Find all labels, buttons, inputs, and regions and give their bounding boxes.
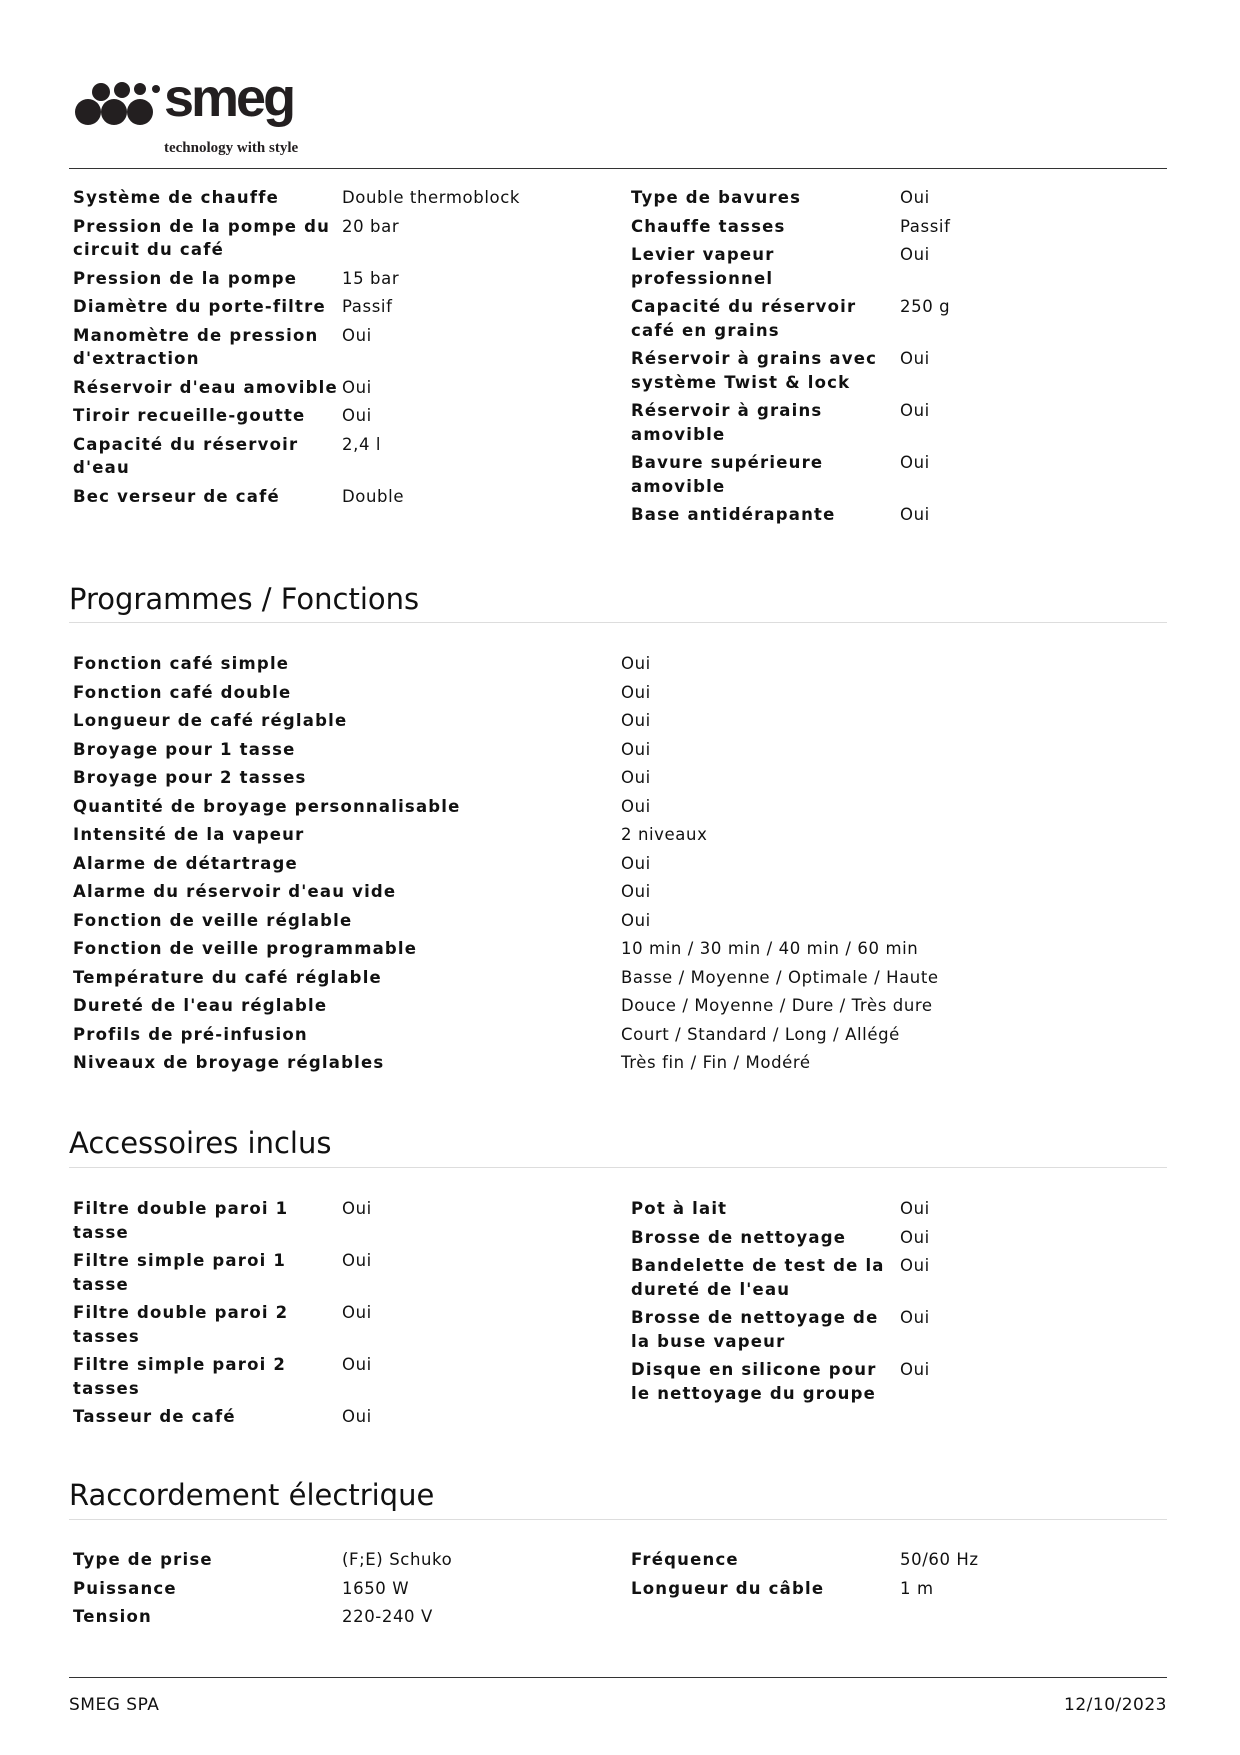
spec-value: Oui [900,245,930,264]
spec-row [69,1605,452,1634]
spec-row [627,503,951,532]
spec-value: Basse / Moyenne / Optimale / Haute [621,967,939,987]
spec-label: Quantité de broyage personnalisable [73,796,461,816]
spec-label: Filtre double paroi 2 tasses [73,1303,289,1346]
spec-label: Chauffe tasses [631,216,786,236]
spec-label: Alarme de détartrage [73,853,298,873]
spec-row [69,433,520,485]
spec-label: Dureté de l'eau réglable [73,996,328,1015]
spec-row [69,880,939,909]
spec-label: Type de prise [73,1550,213,1569]
smeg-logo [74,72,384,164]
spec-row [69,485,520,514]
spec-value: Double [342,486,405,506]
spec-label: Filtre simple paroi 2 tasses [73,1355,287,1398]
spec-label: Profils de pré-infusion [73,1024,308,1044]
spec-row [69,376,520,405]
spec-row [69,1405,372,1434]
spec-label: Fonction de veille programmable [73,939,418,958]
spec-row [69,795,939,824]
spec-row [69,1023,939,1052]
spec-row [627,347,951,399]
spec-value: Double thermoblock [342,188,521,207]
spec-row [627,295,951,347]
section-title-accessoires: Accessoires inclus [69,1126,332,1160]
spec-value: Oui [621,882,651,901]
spec-row [69,215,520,267]
spec-row [69,1051,939,1080]
spec-value: Oui [342,1251,372,1270]
spec-row [627,451,951,503]
spec-row [627,186,951,215]
spec-label: Fonction de veille réglable [73,910,353,930]
spec-value: Oui [900,1199,930,1218]
spec-row [69,1197,372,1249]
spec-label: Système de chauffe [73,188,279,207]
spec-row [627,1577,979,1606]
spec-label: Bec verseur de café [73,486,280,506]
spec-value: Oui [621,654,651,673]
spec-value: Oui [900,1308,930,1327]
spec-value: (F;E) Schuko [342,1550,453,1569]
section-divider [69,1167,1167,1168]
spec-label: Longueur du câble [631,1578,825,1598]
section-title-electrique: Raccordement électrique [69,1478,435,1512]
spec-value: 220-240 V [342,1607,433,1626]
spec-row [627,215,951,244]
spec-value: Oui [621,739,651,759]
specs-right [627,186,951,532]
spec-value: 1 m [900,1578,934,1598]
spec-label: Capacité du réservoir d'eau [73,434,299,477]
spec-value: Oui [900,1256,930,1275]
spec-value: 15 bar [342,268,400,288]
spec-label: Tasseur de café [73,1407,236,1426]
spec-label: Filtre double paroi 1 tasse [73,1199,289,1242]
accessoires-left [69,1197,372,1434]
spec-row [69,709,939,738]
accessoires-right [627,1197,930,1410]
spec-label: Puissance [73,1578,177,1598]
spec-row [69,1353,372,1405]
section-title-programmes: Programmes / Fonctions [69,582,420,616]
spec-row [69,852,939,881]
spec-row [627,1548,979,1577]
spec-value: Passif [900,216,951,236]
spec-label: Levier vapeur professionnel [631,245,775,288]
programmes-table [69,652,939,1080]
header-divider [69,168,1167,169]
spec-value: Oui [900,188,930,207]
spec-label: Type de bavures [631,188,802,207]
spec-row [627,1306,930,1358]
spec-label: Longueur de café réglable [73,711,348,730]
spec-label: Bavure supérieure amovible [631,453,824,496]
spec-value: Court / Standard / Long / Allégé [621,1024,900,1044]
footer-company: SMEG SPA [69,1695,160,1715]
spec-value: 20 bar [342,216,400,236]
spec-row [69,1301,372,1353]
spec-label: Niveaux de broyage réglables [73,1053,385,1072]
spec-value: Oui [621,768,651,787]
spec-label: Tiroir recueille-goutte [73,406,306,425]
spec-value: Oui [621,682,651,702]
spec-label: Disque en silicone pour le nettoyage du groupe [631,1360,877,1403]
spec-label: Bandelette de test de la dureté de l'eau [631,1256,885,1299]
spec-row [69,823,939,852]
spec-value: Oui [621,910,651,930]
spec-value: Oui [900,1360,930,1379]
spec-value: Oui [900,401,930,420]
footer-date: 12/10/2023 [1064,1695,1167,1715]
spec-row [69,966,939,995]
spec-value: Oui [621,796,651,816]
spec-label: Brosse de nettoyage de la buse vapeur [631,1308,879,1351]
spec-label: Fonction café simple [73,654,290,673]
spec-row [69,937,939,966]
section-divider [69,622,1167,623]
spec-value: Oui [342,1303,372,1322]
spec-label: Pression de la pompe du circuit du café [73,216,331,259]
spec-label: Réservoir à grains avec système Twist & lock [631,349,878,392]
spec-value: Oui [621,711,651,730]
spec-label: Manomètre de pression d'extraction [73,325,319,368]
spec-label: Brosse de nettoyage [631,1227,847,1247]
spec-value: 2 niveaux [621,825,708,844]
spec-row [69,324,520,376]
spec-value: Oui [900,1227,930,1247]
section-divider [69,1519,1167,1520]
spec-label: Base antidérapante [631,505,836,524]
spec-value: Oui [900,349,930,368]
spec-value: Très fin / Fin / Modéré [621,1053,811,1072]
spec-label: Réservoir à grains amovible [631,401,823,444]
spec-row [69,404,520,433]
spec-value: Oui [342,1355,372,1374]
spec-row [69,1249,372,1301]
spec-value: 250 g [900,297,951,316]
spec-label: Filtre simple paroi 1 tasse [73,1251,287,1294]
spec-row [69,738,939,767]
footer-divider [69,1677,1167,1678]
spec-row [627,1197,930,1226]
spec-row [69,909,939,938]
spec-row [69,766,939,795]
spec-label: Broyage pour 2 tasses [73,768,307,787]
spec-label: Réservoir d'eau amovible [73,377,338,397]
spec-value: 50/60 Hz [900,1550,979,1569]
spec-value: Oui [342,377,372,397]
spec-label: Capacité du réservoir café en grains [631,297,857,340]
logo-brand: smeg [164,72,294,128]
electrique-right [627,1548,979,1605]
electrique-left [69,1548,452,1634]
spec-value: Oui [900,505,930,524]
spec-row [69,267,520,296]
spec-row [69,295,520,324]
spec-row [69,994,939,1023]
spec-label: Température du café réglable [73,967,382,987]
spec-row [69,186,520,215]
spec-value: Oui [621,853,651,873]
spec-label: Intensité de la vapeur [73,825,305,844]
spec-label: Tension [73,1607,152,1626]
spec-value: Oui [900,453,930,472]
spec-label: Pression de la pompe [73,268,298,288]
specs-left [69,186,520,513]
spec-row [69,1577,452,1606]
spec-value: Oui [342,1407,372,1426]
spec-label: Alarme du réservoir d'eau vide [73,882,397,901]
spec-label: Diamètre du porte-filtre [73,297,326,316]
spec-row [627,243,951,295]
logo-tagline: technology with style [164,140,299,156]
spec-value: Douce / Moyenne / Dure / Très dure [621,996,933,1015]
spec-value: Passif [342,297,393,316]
spec-value: Oui [342,406,372,425]
spec-row [69,652,939,681]
spec-value: 2,4 l [342,434,382,454]
spec-row [69,681,939,710]
spec-value: 10 min / 30 min / 40 min / 60 min [621,939,919,958]
spec-row [627,1254,930,1306]
spec-row [627,1358,930,1410]
spec-row [69,1548,452,1577]
spec-label: Fréquence [631,1550,739,1569]
spec-value: Oui [342,1199,372,1218]
spec-row [627,1226,930,1255]
spec-label: Pot à lait [631,1199,728,1218]
spec-label: Fonction café double [73,682,292,702]
spec-row [627,399,951,451]
spec-label: Broyage pour 1 tasse [73,739,296,759]
spec-value: 1650 W [342,1578,410,1598]
spec-value: Oui [342,325,372,345]
